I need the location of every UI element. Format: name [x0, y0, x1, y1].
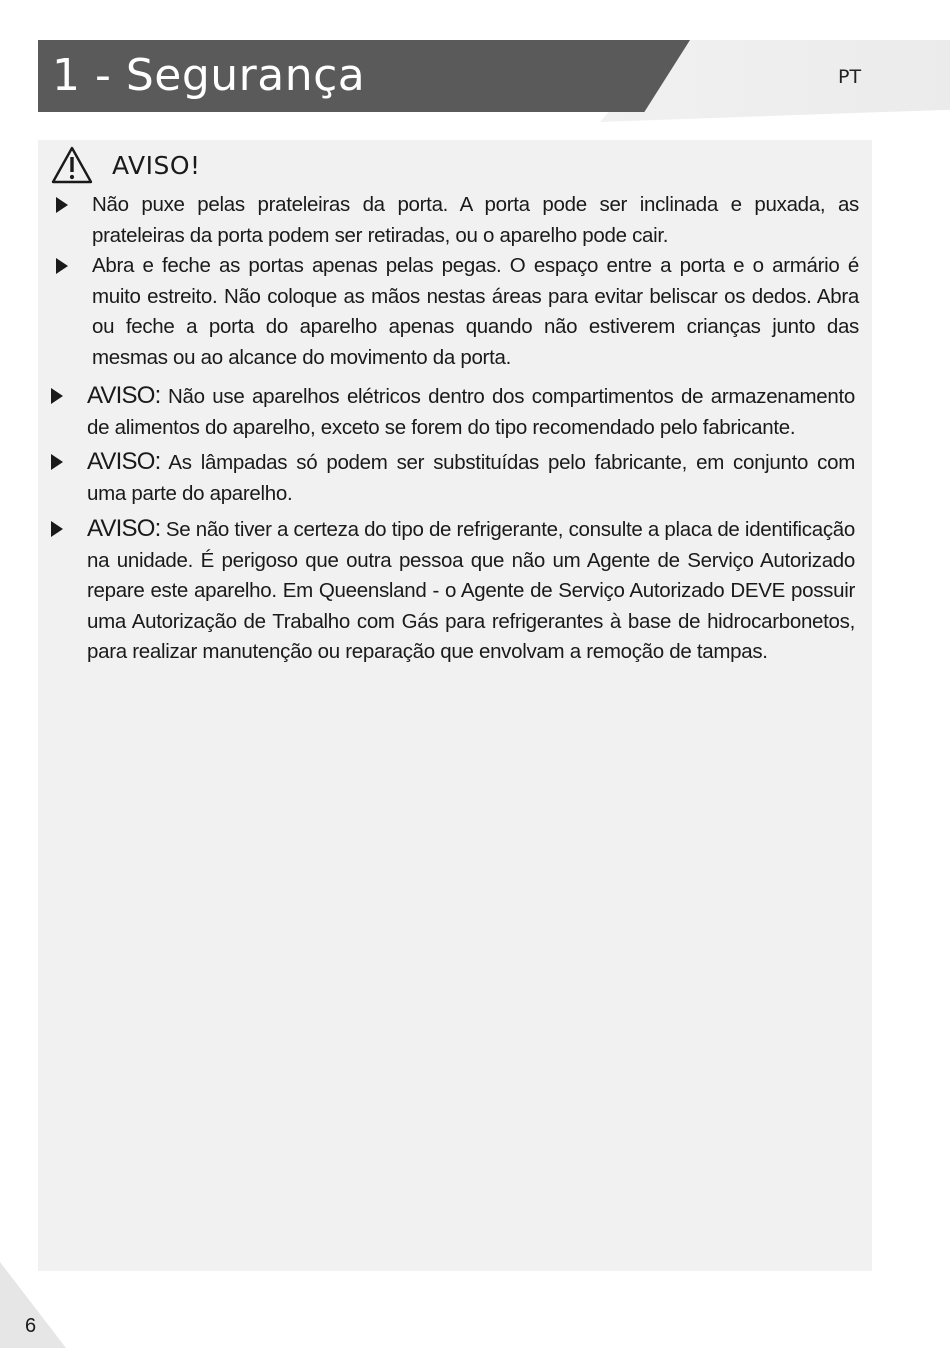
- list-item: [87, 514, 855, 668]
- aviso-lead: AVISO:: [87, 448, 161, 475]
- aviso-lead: AVISO:: [87, 515, 161, 542]
- aviso-lead: AVISO:: [87, 382, 161, 409]
- bullet-icon: [51, 454, 63, 470]
- bullet-icon: [51, 521, 63, 537]
- item-text: Se não tiver a certeza do tipo de refrigerante, consulte a placa de identificação na unidade. É perigoso que outra pessoa que não um Agente de Serviço Autorizado repare este aparelho. Em Queensland - o Agente de Serviço Autorizado DEVE possuir uma Autorização de Trabalho com Gás para refrigerantes à base de hidrocarbonetos, para realizar manutenção ou reparação que envolvam a remoção de tampas.: [87, 518, 855, 663]
- bullet-icon: [56, 197, 68, 213]
- item-text: Não puxe pelas prateleiras da porta. A porta pode ser inclinada e puxada, as prateleiras da porta podem ser retiradas, ou o aparelho pode cair.: [92, 193, 859, 247]
- list-item: [87, 381, 855, 443]
- item-text: As lâmpadas só podem ser substituídas pelo fabricante, em conjunto com uma parte do aparelho.: [87, 451, 855, 505]
- list-item: [87, 447, 855, 509]
- page-title: 1 - Segurança: [52, 50, 366, 101]
- warning-heading: [50, 140, 201, 190]
- page-number: 6: [25, 1315, 37, 1337]
- bullet-icon: [51, 388, 63, 404]
- language-code: PT: [838, 66, 862, 88]
- bullet-icon: [56, 258, 68, 274]
- warning-triangle-icon: [50, 145, 94, 185]
- warning-title: AVISO!: [112, 150, 201, 180]
- item-text: Abra e feche as portas apenas pelas pegas. O espaço entre a porta e o armário é muito estreito. Não coloque as mãos nestas áreas para evitar beliscar os dedos. Abra ou feche a porta do aparelho apenas quando não estiverem crianças junto das mesmas ou ao alcance do movimento da porta.: [92, 254, 859, 369]
- item-text: Não use aparelhos elétricos dentro dos compartimentos de armazenamento de alimentos do aparelho, exceto se forem do tipo recomendado pelo fabricante.: [87, 385, 855, 439]
- list-item: [92, 190, 859, 251]
- list-item: [92, 251, 859, 373]
